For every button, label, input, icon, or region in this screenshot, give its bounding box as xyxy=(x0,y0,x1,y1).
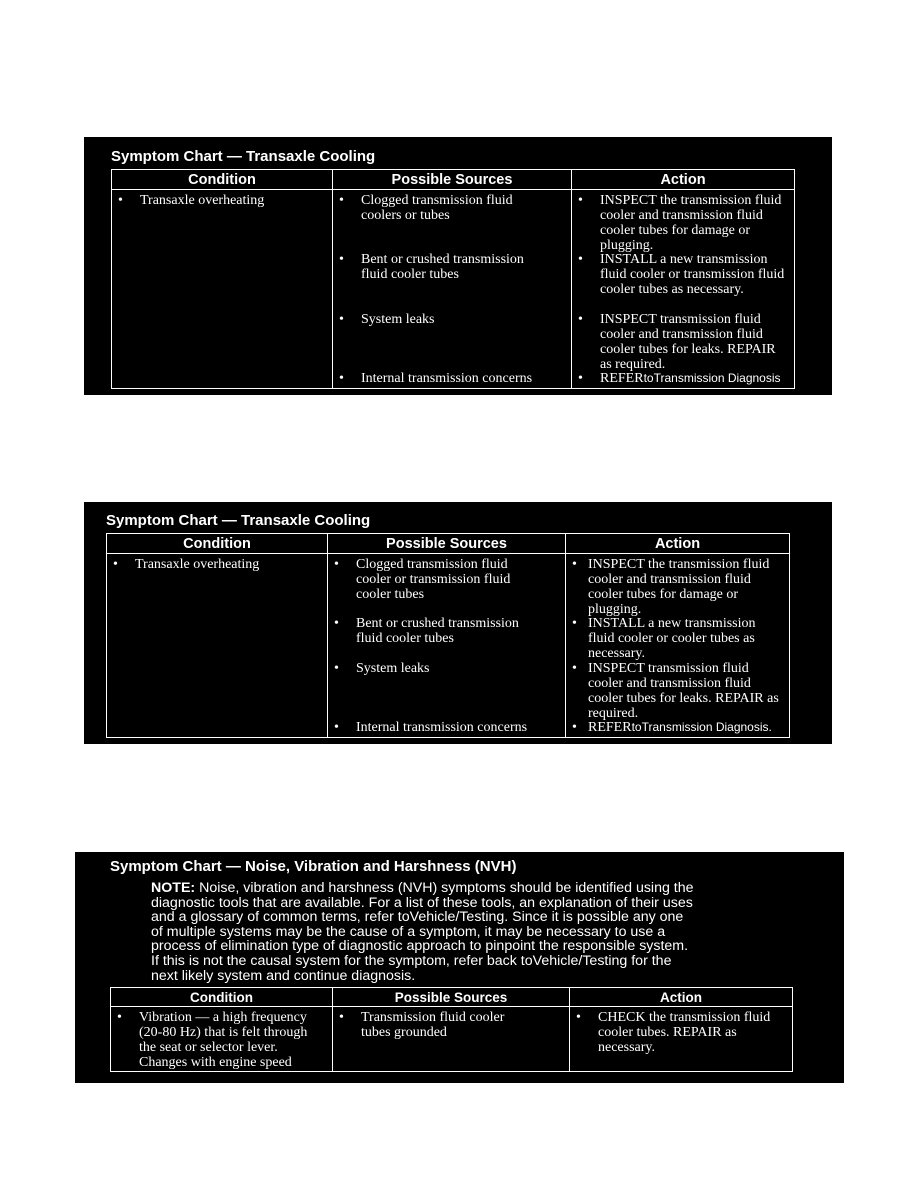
sources-cell xyxy=(333,190,572,389)
bullet-icon: • xyxy=(334,616,339,631)
action-item: • INSPECT transmission fluid cooler and transmission fluid cooler tubes for leaks. REPAIR as required. xyxy=(572,661,779,721)
bullet-icon: • xyxy=(339,252,344,267)
bullet-icon: • xyxy=(578,312,583,327)
symptom-panel-2 xyxy=(84,502,832,744)
bullet-icon: • xyxy=(339,1010,344,1025)
source-item: • Bent or crushed transmission fluid cooler tubes xyxy=(339,252,524,282)
note-label: NOTE: xyxy=(151,880,196,896)
action-item: • INSTALL a new transmission fluid cooler or transmission fluid cooler tubes as necessary. xyxy=(578,252,785,297)
source-item: • Transmission fluid cooler tubes grounded xyxy=(339,1010,505,1040)
bullet-icon: • xyxy=(334,661,339,676)
symptom-table xyxy=(106,533,790,738)
action-cell xyxy=(566,554,790,738)
header-row xyxy=(107,534,790,554)
condition-item: • Transaxle overheating xyxy=(113,557,260,572)
panel-title: Symptom Chart — Noise, Vibration and Harshness (NVH) xyxy=(110,858,517,875)
vehicle-testing-link[interactable]: Vehicle/Testing xyxy=(409,909,505,926)
sources-cell xyxy=(333,1007,570,1072)
table-row xyxy=(111,1007,793,1072)
bullet-icon: • xyxy=(113,557,118,572)
bullet-icon: • xyxy=(572,661,577,676)
table-row xyxy=(107,554,790,738)
symptom-table xyxy=(111,169,795,389)
action-header: Action xyxy=(570,988,793,1007)
bullet-icon: • xyxy=(334,557,339,572)
condition-header: Condition xyxy=(112,170,333,190)
action-item: • INSTALL a new transmission fluid cooler or cooler tubes as necessary. xyxy=(572,616,756,661)
source-item: • Internal transmission concerns xyxy=(334,720,528,735)
nvh-panel xyxy=(75,852,844,1083)
source-item: • Clogged transmission fluid cooler or transmission fluid cooler tubes xyxy=(334,557,511,602)
bullet-icon: • xyxy=(572,720,577,735)
header-row xyxy=(112,170,795,190)
action-item: • REFERtoTransmission Diagnosis xyxy=(578,371,781,386)
bullet-icon: • xyxy=(578,193,583,208)
bullet-icon: • xyxy=(578,371,583,386)
bullet-icon: • xyxy=(339,193,344,208)
sources-header: Possible Sources xyxy=(333,988,570,1007)
bullet-icon: • xyxy=(572,616,577,631)
bullet-icon: • xyxy=(334,720,339,735)
panel-title: Symptom Chart — Transaxle Cooling xyxy=(111,148,376,165)
action-header: Action xyxy=(566,534,790,554)
bullet-icon: • xyxy=(339,371,344,386)
source-item: • Clogged transmission fluid coolers or tubes xyxy=(339,193,513,223)
panel-title: Symptom Chart — Transaxle Cooling xyxy=(106,512,371,529)
bullet-icon: • xyxy=(339,312,344,327)
condition-cell xyxy=(112,190,333,389)
action-item: • INSPECT the transmission fluid cooler and transmission fluid cooler tubes for damage or plugging. xyxy=(578,193,782,253)
bullet-icon: • xyxy=(576,1010,581,1025)
action-item: • CHECK the transmission fluid cooler tubes. REPAIR as necessary. xyxy=(576,1010,771,1055)
condition-item: • Transaxle overheating xyxy=(118,193,265,208)
action-item: • INSPECT the transmission fluid cooler and transmission fluid cooler tubes for damage or plugging. xyxy=(572,557,770,617)
vehicle-testing-link[interactable]: Vehicle/Testing xyxy=(532,952,628,969)
condition-header: Condition xyxy=(107,534,328,554)
action-cell xyxy=(570,1007,793,1072)
transmission-diagnosis-link[interactable]: Transmission Diagnosis. xyxy=(641,720,772,734)
action-item: • REFERtoTransmission Diagnosis. xyxy=(572,720,772,735)
symptom-panel-1 xyxy=(84,137,832,395)
bullet-icon: • xyxy=(572,557,577,572)
action-cell xyxy=(572,190,795,389)
condition-header: Condition xyxy=(111,988,333,1007)
condition-cell xyxy=(111,1007,333,1072)
action-header: Action xyxy=(572,170,795,190)
source-item: • Internal transmission concerns xyxy=(339,371,533,386)
bullet-icon: • xyxy=(117,1010,122,1025)
source-item: • System leaks xyxy=(339,312,435,327)
source-item: • System leaks xyxy=(334,661,430,676)
condition-item: • Vibration — a high frequency (20-80 Hz) that is felt through the seat or selector lever. Changes with engine speed xyxy=(117,1010,308,1070)
sources-header: Possible Sources xyxy=(333,170,572,190)
sources-header: Possible Sources xyxy=(328,534,566,554)
condition-cell xyxy=(107,554,328,738)
table-row xyxy=(112,190,795,389)
action-item: • INSPECT transmission fluid cooler and transmission fluid cooler tubes for leaks. REPAIR as required. xyxy=(578,312,776,372)
nvh-table xyxy=(110,987,793,1072)
source-item: • Bent or crushed transmission fluid cooler tubes xyxy=(334,616,519,646)
bullet-icon: • xyxy=(118,193,123,208)
bullet-icon: • xyxy=(578,252,583,267)
header-row xyxy=(111,988,793,1007)
nvh-note: NOTE: Noise, vibration and harshness (NVH) symptoms should be identified using the diagnostic tools that are available. For a list of these tools, an explanation of their uses and a glossary of common terms, refer toVehicle/Testing. Since it is possible any one of multiple systems may be the cause of a symptom, it may be necessary to use a process of elimination type of diagnostic approach to pinpoint the responsible system. If this is not the causal system for the symptom, refer back toVehicle/Testing for the next likely system and continue diagnosis. xyxy=(151,880,694,984)
sources-cell xyxy=(328,554,566,738)
transmission-diagnosis-link[interactable]: Transmission Diagnosis xyxy=(653,371,781,385)
